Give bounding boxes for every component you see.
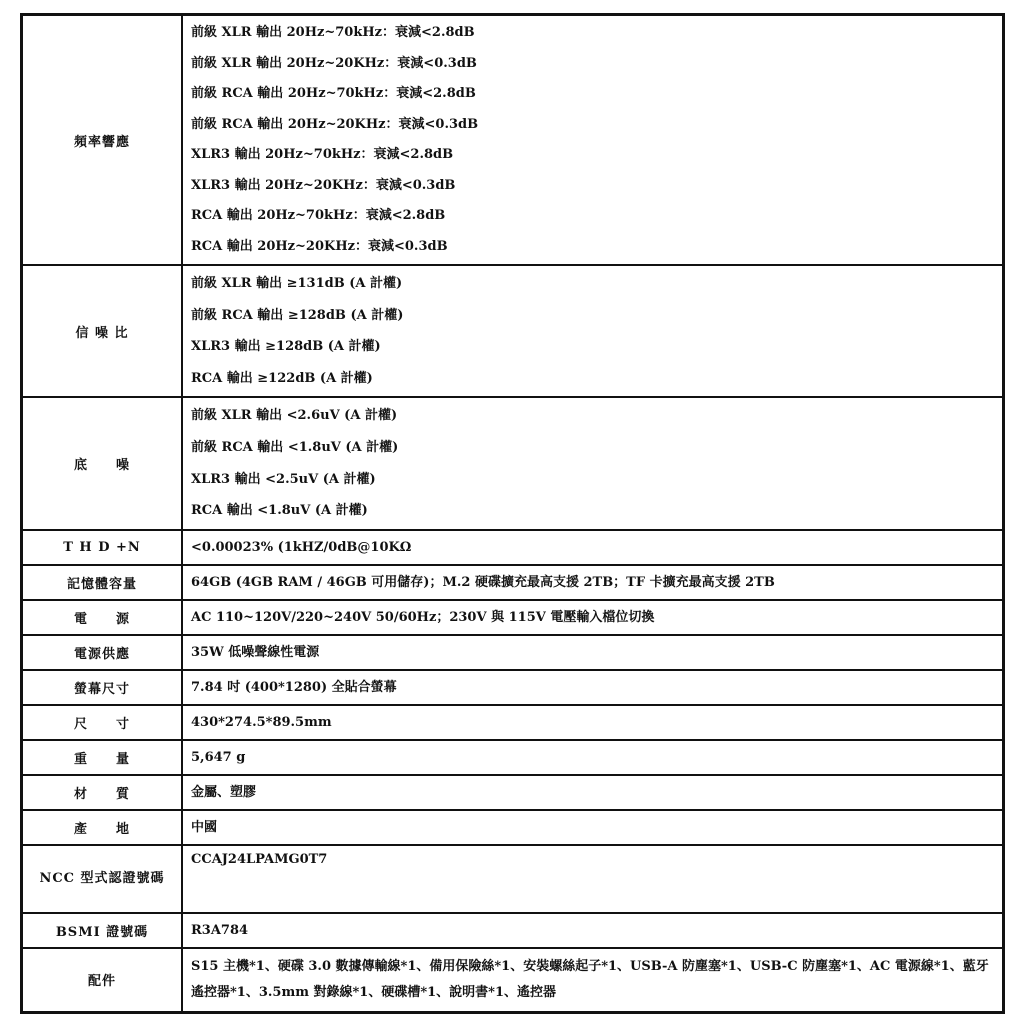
spec-label: 底 噪 <box>22 397 183 529</box>
spec-value-line: RCA 輸出 <1.8uV (A 計權) <box>191 503 368 519</box>
spec-row-screen-size <box>22 670 1004 705</box>
spec-value-line: 前級 RCA 輸出 ≥128dB (A 計權) <box>191 307 404 323</box>
spec-value-line: 64GB (4GB RAM / 46GB 可用儲存)；M.2 硬碟擴充最高支援 2TB；TF 卡擴充最高支援 2TB <box>191 574 775 590</box>
spec-value <box>182 565 1004 600</box>
spec-value-line: S15 主機*1、硬碟 3.0 數據傳輸線*1、備用保險絲*1、安裝螺絲起子*1、USB-A 防塵塞*1、USB-C 防塵塞*1、AC 電源線*1、藍牙遙控器*1、3.5mm 對錄線*1、硬碟槽*1、說明書*1、遙控器 <box>191 958 989 1000</box>
spec-value <box>182 600 1004 635</box>
spec-value-line: 7.84 吋 (400*1280) 全貼合螢幕 <box>191 679 397 695</box>
spec-value <box>182 705 1004 740</box>
spec-value-line: 前級 RCA 輸出 20Hz~70kHz：衰減<2.8dB <box>191 86 476 101</box>
spec-row-origin <box>22 810 1004 845</box>
spec-value <box>182 15 1004 266</box>
spec-row-weight <box>22 740 1004 775</box>
spec-value-line: XLR3 輸出 <2.5uV (A 計權) <box>191 471 376 487</box>
spec-value-line: XLR3 輸出 ≥128dB (A 計權) <box>191 339 381 355</box>
spec-label: 尺 寸 <box>22 705 183 740</box>
spec-value <box>182 740 1004 775</box>
spec-value <box>182 810 1004 845</box>
spec-label: 材 質 <box>22 775 183 810</box>
spec-value-line: XLR3 輸出 20Hz~70kHz：衰減<2.8dB <box>191 147 454 162</box>
spec-value-line: 前級 XLR 輸出 ≥131dB (A 計權) <box>191 276 403 291</box>
spec-row-power <box>22 600 1004 635</box>
spec-row-bsmi <box>22 913 1004 948</box>
spec-value-line: 金屬、塑膠 <box>191 784 257 800</box>
spec-value-line: 前級 XLR 輸出 <2.6uV (A 計權) <box>191 408 398 424</box>
spec-label: BSMI 證號碼 <box>22 913 183 948</box>
spec-row-noise-floor <box>22 397 1004 529</box>
spec-label: 產 地 <box>22 810 183 845</box>
spec-row-snr <box>22 265 1004 397</box>
spec-label: 配件 <box>22 948 183 1013</box>
spec-label: 記憶體容量 <box>22 565 183 600</box>
spec-value-line: <0.00023% (1kHZ/0dB@10KΩ <box>191 539 412 555</box>
spec-value-line: 5,647 g <box>191 749 246 765</box>
spec-value <box>182 265 1004 397</box>
spec-label: 頻率響應 <box>22 15 183 266</box>
spec-value <box>182 397 1004 529</box>
spec-table <box>20 13 1005 1014</box>
spec-value-line: 前級 XLR 輸出 20Hz~70kHz：衰減<2.8dB <box>191 25 475 40</box>
spec-value-line: AC 110~120V/220~240V 50/60Hz；230V 與 115V 電壓輸入檔位切換 <box>191 609 655 625</box>
spec-row-frequency-response <box>22 15 1004 266</box>
spec-value <box>182 775 1004 810</box>
spec-row-thd <box>22 530 1004 565</box>
spec-value-line: 35W 低噪聲線性電源 <box>191 644 320 660</box>
spec-label: 螢幕尺寸 <box>22 670 183 705</box>
spec-value-line: R3A784 <box>191 922 249 938</box>
spec-value-line: RCA 輸出 ≥122dB (A 計權) <box>191 370 373 386</box>
spec-value-line: 中國 <box>191 819 218 835</box>
spec-value-line: 前級 XLR 輸出 20Hz~20KHz：衰減<0.3dB <box>191 55 477 71</box>
spec-label: 重 量 <box>22 740 183 775</box>
spec-label: 電源供應 <box>22 635 183 670</box>
spec-row-storage <box>22 565 1004 600</box>
spec-value-line: 前級 RCA 輸出 20Hz~20KHz：衰減<0.3dB <box>191 116 479 132</box>
spec-value-line: RCA 輸出 20Hz~70kHz：衰減<2.8dB <box>191 208 446 223</box>
spec-value <box>182 670 1004 705</box>
spec-row-accessories <box>22 948 1004 1013</box>
spec-row-power-supply <box>22 635 1004 670</box>
spec-value <box>182 635 1004 670</box>
spec-label: 電 源 <box>22 600 183 635</box>
spec-value <box>182 913 1004 948</box>
spec-value <box>182 530 1004 565</box>
spec-row-dimensions <box>22 705 1004 740</box>
spec-label: 信 噪 比 <box>22 265 183 397</box>
spec-row-material <box>22 775 1004 810</box>
spec-value: CCAJ24LPAMG0T7 <box>182 845 1004 913</box>
spec-label: T H D +N <box>22 530 183 565</box>
spec-value-line: XLR3 輸出 20Hz~20KHz：衰減<0.3dB <box>191 177 456 193</box>
spec-label: NCC 型式認證號碼 <box>22 845 183 913</box>
spec-value-line: 前級 RCA 輸出 <1.8uV (A 計權) <box>191 439 399 455</box>
spec-value-line: RCA 輸出 20Hz~20KHz：衰減<0.3dB <box>191 238 448 254</box>
spec-row-ncc <box>22 845 1004 913</box>
spec-value <box>182 948 1004 1013</box>
spec-value-line: 430*274.5*89.5mm <box>191 714 332 730</box>
